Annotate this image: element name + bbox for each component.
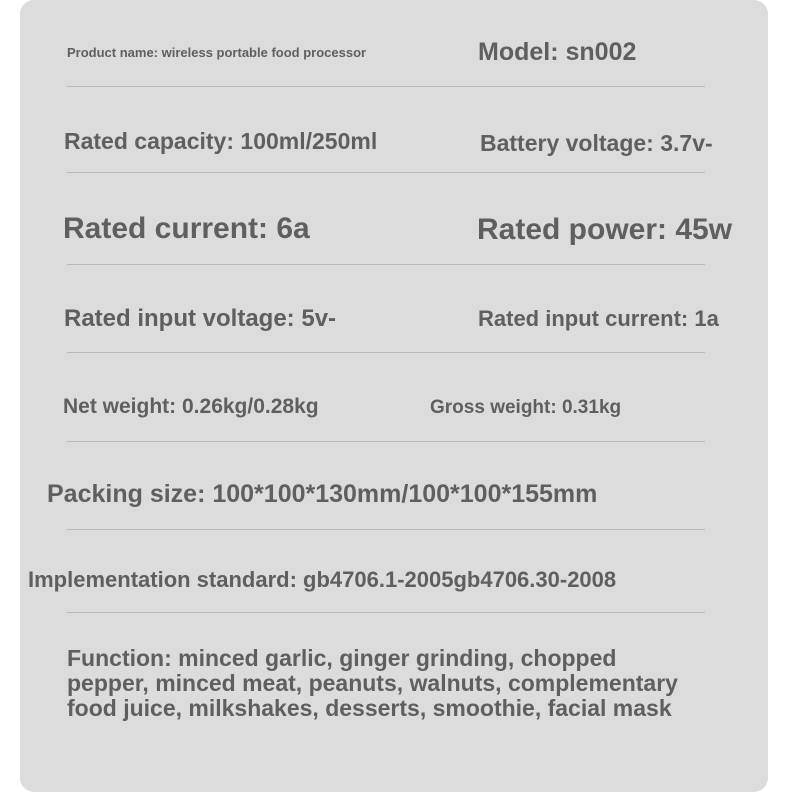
divider [67, 86, 705, 87]
divider [67, 264, 705, 265]
function-line: pepper, minced meat, peanuts, walnuts, complementary [67, 670, 678, 696]
function-line: Function: minced garlic, ginger grinding, chopped [67, 645, 617, 671]
rated-input-current: Rated input current: 1a [478, 306, 719, 331]
divider [67, 172, 705, 173]
rated-current: Rated current: 6a [63, 212, 310, 245]
divider [67, 529, 705, 530]
divider [67, 612, 705, 613]
battery-voltage: Battery voltage: 3.7v- [480, 130, 713, 156]
divider [67, 352, 705, 353]
model: Model: sn002 [478, 38, 637, 66]
rated-capacity: Rated capacity: 100ml/250ml [64, 128, 378, 154]
divider [67, 441, 705, 442]
product-name: Product name: wireless portable food processor [67, 45, 367, 60]
function-line: food juice, milkshakes, desserts, smoothie, facial mask [67, 695, 672, 721]
net-weight: Net weight: 0.26kg/0.28kg [63, 395, 319, 418]
rated-power: Rated power: 45w [477, 213, 733, 246]
implementation-standard: Implementation standard: gb4706.1-2005gb4706.30-2008 [28, 567, 617, 592]
rated-input-voltage: Rated input voltage: 5v- [64, 305, 337, 332]
function-description [67, 646, 747, 721]
gross-weight: Gross weight: 0.31kg [430, 397, 622, 418]
packing-size: Packing size: 100*100*130mm/100*100*155mm [47, 480, 598, 508]
